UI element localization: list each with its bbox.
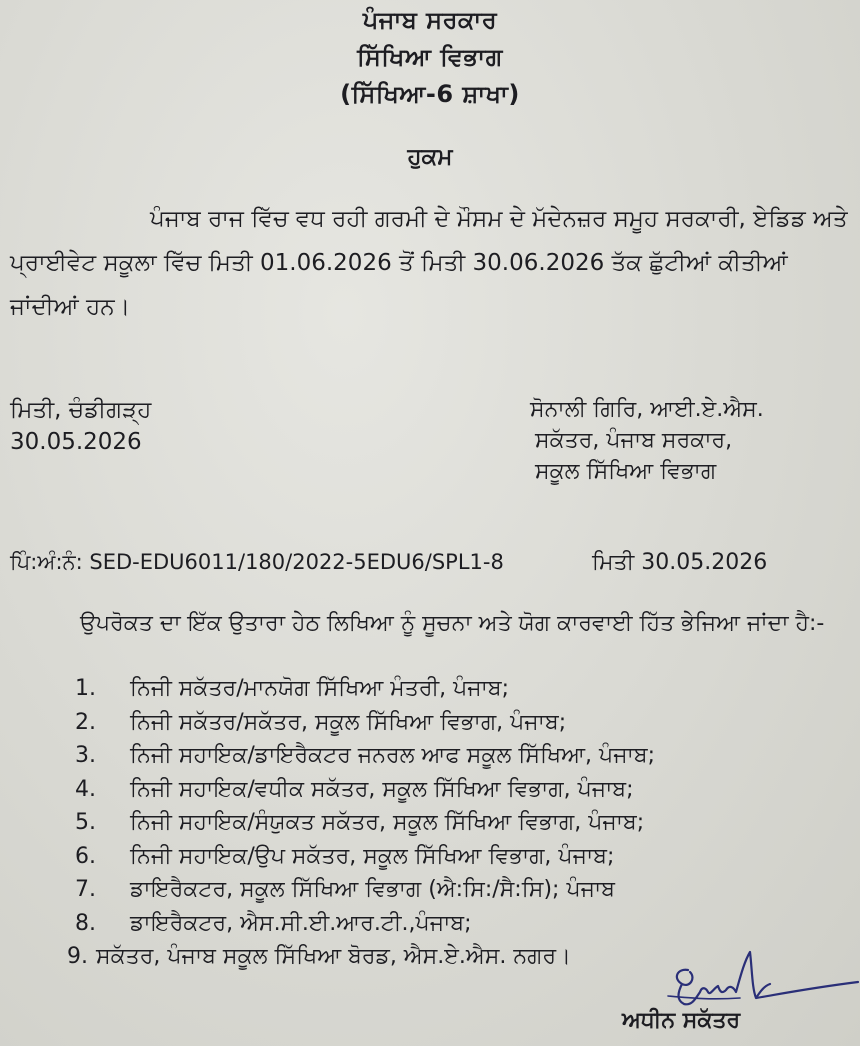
place-label: ਮਿਤੀ, ਚੰਡੀਗੜ੍ਹ xyxy=(10,397,152,423)
list-item-number: 3. xyxy=(75,743,96,768)
order-title: ਹੁਕਮ xyxy=(407,144,453,170)
list-item-number: 4. xyxy=(75,776,96,802)
list-item-number: 9. xyxy=(67,944,88,969)
list-item-number: 5. xyxy=(75,810,96,835)
list-item-text: ਨਿਜੀ ਸਹਾਇਕ/ਸੰਯੁਕਤ ਸਕੱਤਰ, ਸਕੂਲ ਸਿੱਖਿਆ ਵਿਭਾਗ, ਪੰਜਾਬ; xyxy=(130,810,645,835)
list-item-number: 8. xyxy=(75,910,96,936)
list-item xyxy=(75,911,655,945)
header-branch: (ਸਿੱਖਿਆ-6 ਸ਼ਾਖਾ) xyxy=(340,80,520,108)
list-item-number: 6. xyxy=(75,843,96,869)
recipient-list xyxy=(67,676,656,978)
endorsement-date: ਮਿਤੀ 30.05.2026 xyxy=(592,550,768,575)
list-item xyxy=(75,777,655,811)
list-item xyxy=(75,844,655,878)
list-item-number: 7. xyxy=(75,877,96,902)
order-body xyxy=(10,197,852,329)
list-item-text: ਨਿਜੀ ਸਹਾਇਕ/ਵਧੀਕ ਸਕੱਤਰ, ਸਕੂਲ ਸਿੱਖਿਆ ਵਿਭਾਗ, ਪੰਜਾਬ; xyxy=(130,776,634,802)
list-item-number: 2. xyxy=(75,709,96,735)
header-government: ਪੰਜਾਬ ਸਰਕਾਰ xyxy=(362,6,498,34)
list-item-number: 1. xyxy=(75,676,96,701)
list-item-text: ਡਾਇਰੈਕਟਰ, ਸਕੂਲ ਸਿੱਖਿਆ ਵਿਭਾਗ (ਐ:ਸਿ:/ਸੈ:ਸਿ); ਪੰਜਾਬ xyxy=(130,877,616,902)
place-date: 30.05.2026 xyxy=(10,429,142,455)
list-item-text: ਨਿਜੀ ਸਹਾਇਕ/ਉਪ ਸਕੱਤਰ, ਸਕੂਲ ਸਿੱਖਿਆ ਵਿਭਾਗ, ਪੰਜਾਬ; xyxy=(130,843,615,869)
endorsement-reference: ਪਿੰ:ਅੰ:ਨੰ: SED-EDU6011/180/2022-5EDU6/SPL1-8 xyxy=(10,550,504,574)
list-item xyxy=(75,676,655,710)
list-item-text: ਸਕੱਤਰ, ਪੰਜਾਬ ਸਕੂਲ ਸਿੱਖਿਆ ਬੋਰਡ, ਐਸ.ਏ.ਐਸ. ਨਗਰ। xyxy=(96,944,571,969)
list-item xyxy=(75,743,655,777)
signatory-name: ਸੋਨਾਲੀ ਗਿਰਿ, ਆਈ.ਏ.ਐਸ. xyxy=(530,397,764,422)
list-item xyxy=(75,710,655,744)
signatory-department: ਸਕੂਲ ਸਿੱਖਿਆ ਵਿਭਾਗ xyxy=(535,459,717,484)
signature-stroke xyxy=(677,952,858,1004)
place-date-block xyxy=(10,394,151,458)
list-item xyxy=(75,877,655,911)
forwarding-text: ਉਪਰੋਕਤ ਦਾ ਇੱਕ ਉਤਾਰਾ ਹੇਠ ਲਿਖਿਆ ਨੂੰ ਸੂਚਨਾ ਅਤੇ ਯੋਗ ਕਾਰਵਾਈ ਹਿੱਤ ਭੇਜਿਆ ਜਾਂਦਾ ਹੈ:- xyxy=(80,611,825,636)
list-item-text: ਨਿਜੀ ਸਕੱਤਰ/ਸਕੱਤਰ, ਸਕੂਲ ਸਿੱਖਿਆ ਵਿਭਾਗ, ਪੰਜਾਬ; xyxy=(130,709,567,735)
list-item-text: ਨਿਜੀ ਸਕੱਤਰ/ਮਾਨਯੋਗ ਸਿੱਖਿਆ ਮੰਤਰੀ, ਪੰਜਾਬ; xyxy=(130,676,510,701)
order-body-text: ਪੰਜਾਬ ਰਾਜ ਵਿੱਚ ਵਧ ਰਹੀ ਗਰਮੀ ਦੇ ਮੌਸਮ ਦੇ ਮੱਦੇਨਜ਼ਰ ਸਮੂਹ ਸਰਕਾਰੀ, ਏਡਿਡ ਅਤੇ ਪ੍ਰਾਈਵੇਟ ਸਕੂਲਾ ਵਿੱਚ ਮਿਤੀ 01.06.2026 ਤੋਂ ਮਿਤੀ 30.06.2026 ਤੱਕ ਛੁੱਟੀਆਂ ਕੀਤੀਆਂ ਜਾਂਦੀਆਂ ਹਨ। xyxy=(10,206,848,320)
closing-designation: ਅਧੀਨ ਸਕੱਤਰ xyxy=(622,1008,741,1033)
list-item-text: ਨਿਜੀ ਸਹਾਇਕ/ਡਾਇਰੈਕਟਰ ਜਨਰਲ ਆਫ ਸਕੂਲ ਸਿੱਖਿਆ, ਪੰਜਾਬ; xyxy=(130,743,656,768)
header-department: ਸਿੱਖਿਆ ਵਿਭਾਗ xyxy=(357,43,503,71)
list-item-text: ਡਾਇਰੈਕਟਰ, ਐਸ.ਸੀ.ਈ.ਆਰ.ਟੀ.,ਪੰਜਾਬ; xyxy=(130,910,472,936)
signatory-title: ਸਕੱਤਰ, ਪੰਜਾਬ ਸਰਕਾਰ, xyxy=(535,428,733,453)
signatory-block xyxy=(530,394,764,487)
list-item xyxy=(67,944,655,978)
forwarding-note xyxy=(10,604,852,644)
list-item xyxy=(75,810,655,844)
